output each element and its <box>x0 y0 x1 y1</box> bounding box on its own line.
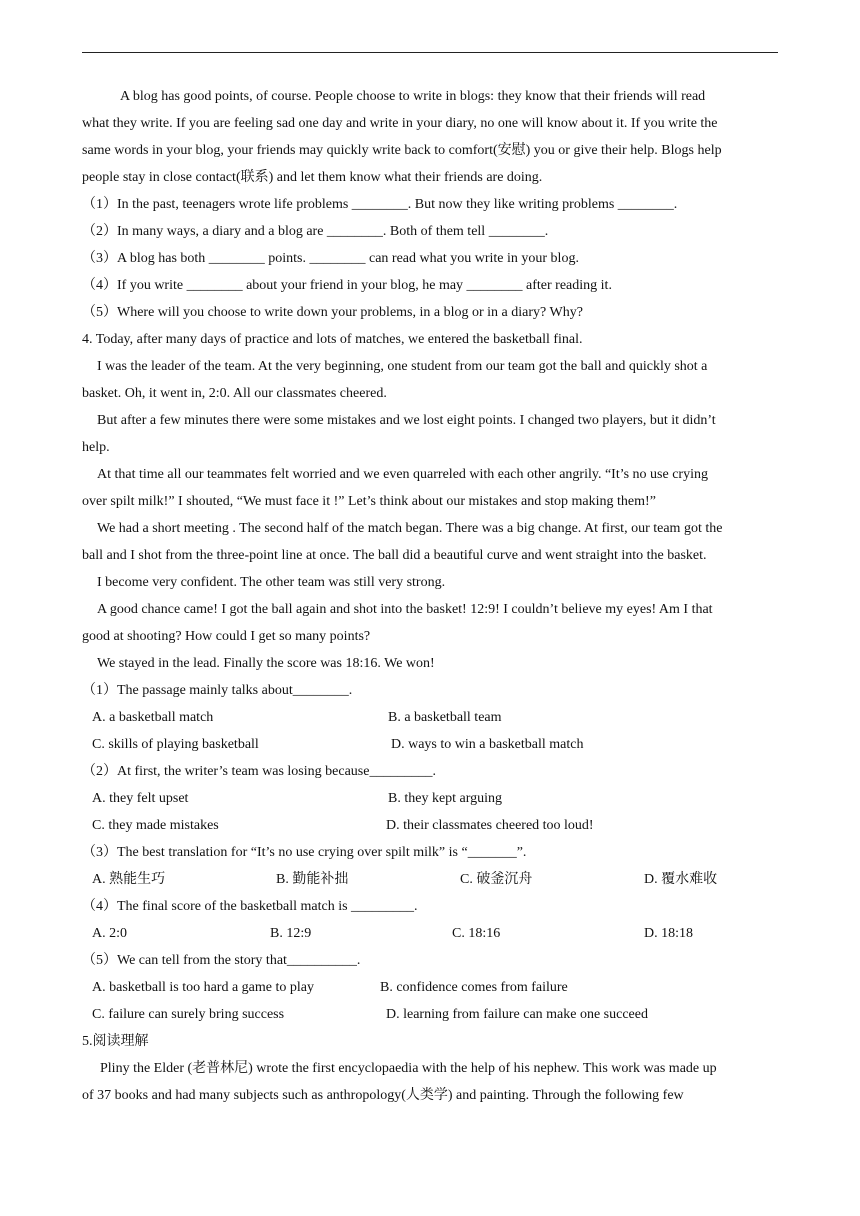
q2-option-d: D. their classmates cheered too loud! <box>386 818 594 833</box>
q3-option-a: A. 熟能生巧 <box>92 872 166 887</box>
question-3-1: （1）In the past, teenagers wrote life problems ________. But now they like writing problems ________. <box>82 197 678 212</box>
passage5-heading: 5.阅读理解 <box>82 1034 149 1049</box>
passage4-line: We had a short meeting . The second half of the match began. There was a big change. At first, our team got the <box>97 521 723 536</box>
question-3-4: （4）If you write ________ about your friend in your blog, he may ________ after reading it. <box>82 278 612 293</box>
passage3-line: A blog has good points, of course. People choose to write in blogs: they know that their friends will read <box>120 89 706 104</box>
passage3-line: people stay in close contact(联系) and let them know what their friends are doing. <box>82 170 543 185</box>
q5-option-a: A. basketball is too hard a game to play <box>92 980 314 995</box>
q5-option-b: B. confidence comes from failure <box>380 980 568 995</box>
passage4-line: At that time all our teammates felt worried and we even quarreled with each other angrily. “It’s no use crying <box>97 467 708 482</box>
passage4-line: I was the leader of the team. At the very beginning, one student from our team got the ball and quickly shot a <box>97 359 708 374</box>
passage4-line: I become very confident. The other team was still very strong. <box>97 575 446 590</box>
passage4-line: We stayed in the lead. Finally the score was 18:16. We won! <box>97 656 435 671</box>
passage3-line: same words in your blog, your friends may quickly write back to comfort(安慰) you or give their help. Blogs help <box>82 143 722 158</box>
passage4-line: good at shooting? How could I get so many points? <box>82 629 371 644</box>
question-4-1-stem: （1）The passage mainly talks about________. <box>82 683 353 698</box>
q1-option-b: B. a basketball team <box>388 710 502 725</box>
passage3-line: what they write. If you are feeling sad one day and write in your diary, no one will know about it. If you write the <box>82 116 718 131</box>
q5-option-d: D. learning from failure can make one succeed <box>386 1007 648 1022</box>
q4-option-d: D. 18:18 <box>644 926 693 941</box>
q2-option-c: C. they made mistakes <box>92 818 219 833</box>
header-rule <box>82 52 778 53</box>
q3-option-d: D. 覆水难收 <box>644 872 718 887</box>
q4-option-c: C. 18:16 <box>452 926 501 941</box>
passage4-line: A good chance came! I got the ball again and shot into the basket! 12:9! I couldn’t believe my eyes! Am I that <box>97 602 713 617</box>
question-4-3-stem: （3）The best translation for “It’s no use crying over spilt milk” is “_______”. <box>82 845 527 860</box>
passage4-line: help. <box>82 440 110 455</box>
question-4-4-stem: （4）The final score of the basketball match is _________. <box>82 899 418 914</box>
question-3-5: （5）Where will you choose to write down your problems, in a blog or in a diary? Why? <box>82 305 583 320</box>
passage4-line: over spilt milk!” I shouted, “We must face it !” Let’s think about our mistakes and stop making them!” <box>82 494 656 509</box>
q4-option-a: A. 2:0 <box>92 926 127 941</box>
q1-option-d: D. ways to win a basketball match <box>391 737 584 752</box>
question-3-2: （2）In many ways, a diary and a blog are ________. Both of them tell ________. <box>82 224 549 239</box>
q1-option-a: A. a basketball match <box>92 710 214 725</box>
q5-option-c: C. failure can surely bring success <box>92 1007 285 1022</box>
question-3-3: （3）A blog has both ________ points. ________ can read what you write in your blog. <box>82 251 579 266</box>
passage4-line: basket. Oh, it went in, 2:0. All our classmates cheered. <box>82 386 387 401</box>
question-4-5-stem: （5）We can tell from the story that__________. <box>82 953 361 968</box>
q2-option-b: B. they kept arguing <box>388 791 503 806</box>
q1-option-c: C. skills of playing basketball <box>92 737 259 752</box>
passage4-heading-line: 4. Today, after many days of practice and lots of matches, we entered the basketball final. <box>82 332 583 347</box>
question-4-2-stem: （2）At first, the writer’s team was losing because_________. <box>82 764 436 779</box>
q4-option-b: B. 12:9 <box>270 926 312 941</box>
q3-option-b: B. 勤能补拙 <box>276 872 349 887</box>
passage4-line: But after a few minutes there were some mistakes and we lost eight points. I changed two players, but it didn’t <box>97 413 716 428</box>
passage5-line: of 37 books and had many subjects such as anthropology(人类学) and painting. Through the following few <box>82 1088 684 1103</box>
passage4-line: ball and I shot from the three-point line at once. The ball did a beautiful curve and went straight into the basket. <box>82 548 707 563</box>
q2-option-a: A. they felt upset <box>92 791 189 806</box>
passage5-line: Pliny the Elder (老普林尼) wrote the first encyclopaedia with the help of his nephew. This work was made up <box>100 1061 717 1076</box>
q3-option-c: C. 破釜沉舟 <box>460 872 533 887</box>
